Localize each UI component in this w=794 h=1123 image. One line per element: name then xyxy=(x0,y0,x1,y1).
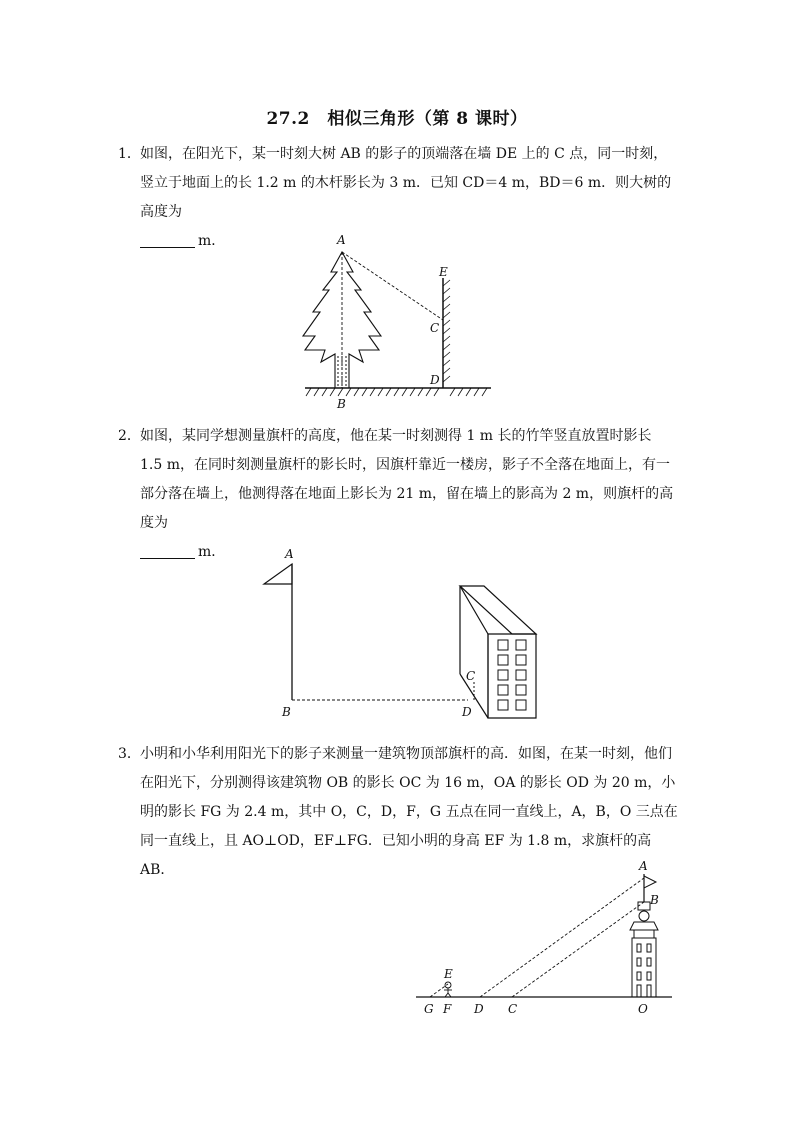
label-D: D xyxy=(430,373,440,387)
figure-tree-wall xyxy=(295,228,505,414)
problem-text: 如图，在阳光下，某一时刻大树 AB 的影子的顶端落在墙 DE 上的 C 点，同一时刻，竖立于地面上的长 1.2 m 的木杆影长为 3 m．已知 CD＝4 m，BD＝6 m．则大树的高度为 xyxy=(140,146,672,220)
label-B: B xyxy=(650,893,659,907)
figure-flagpole-building xyxy=(258,542,558,722)
figure-building-flag-shadows xyxy=(412,858,682,1018)
unit-text: m． xyxy=(198,544,226,560)
page-title: 27.2 相似三角形（第 8 课时） xyxy=(266,109,528,129)
label-C: C xyxy=(430,321,440,335)
answer-blank[interactable] xyxy=(140,544,195,559)
label-A: A xyxy=(639,859,648,873)
label-D: D xyxy=(474,1002,484,1016)
label-A: A xyxy=(337,233,346,247)
problem-text: 小明和小华利用阳光下的影子来测量一建筑物顶部旗杆的高．如图，在某一时刻，他们在阳光下，分别测得该建筑物 OB 的影长 OC 为 16 m，OA 的影长 OD 为 20 m，小明的影长 FG 为 2.4 m，其中 O，C，D，F，G 五点在同一直线上，A，B，O 三点在同一直线上，且 AO⊥OD，EF⊥FG．已知小明的身高 EF 为 1.8 m，求旗杆的高 AB． xyxy=(140,746,678,878)
label-G: G xyxy=(424,1002,434,1016)
label-B: B xyxy=(282,705,291,719)
problem-number: 1． xyxy=(118,146,141,162)
label-O: O xyxy=(638,1002,648,1016)
label-E: E xyxy=(444,967,453,981)
label-A: A xyxy=(285,547,294,561)
problem-number: 3． xyxy=(118,746,141,762)
label-F: F xyxy=(443,1002,452,1016)
answer-blank[interactable] xyxy=(140,233,195,248)
problem-number: 2． xyxy=(118,428,141,444)
label-C: C xyxy=(466,669,476,683)
problem-text: 如图，某同学想测量旗杆的高度，他在某一时刻测得 1 m 长的竹竿竖直放置时影长 1.5 m，在同时刻测量旗杆的影长时，因旗杆靠近一楼房，影子不全落在地面上，有一部分落在墙上，他测得落在地面上影长为 21 m，留在墙上的影高为 2 m，则旗杆的高度为 xyxy=(140,428,674,531)
label-B: B xyxy=(337,397,346,411)
label-C: C xyxy=(508,1002,518,1016)
label-E: E xyxy=(439,265,448,279)
label-D: D xyxy=(462,705,472,719)
unit-text: m． xyxy=(198,233,226,249)
